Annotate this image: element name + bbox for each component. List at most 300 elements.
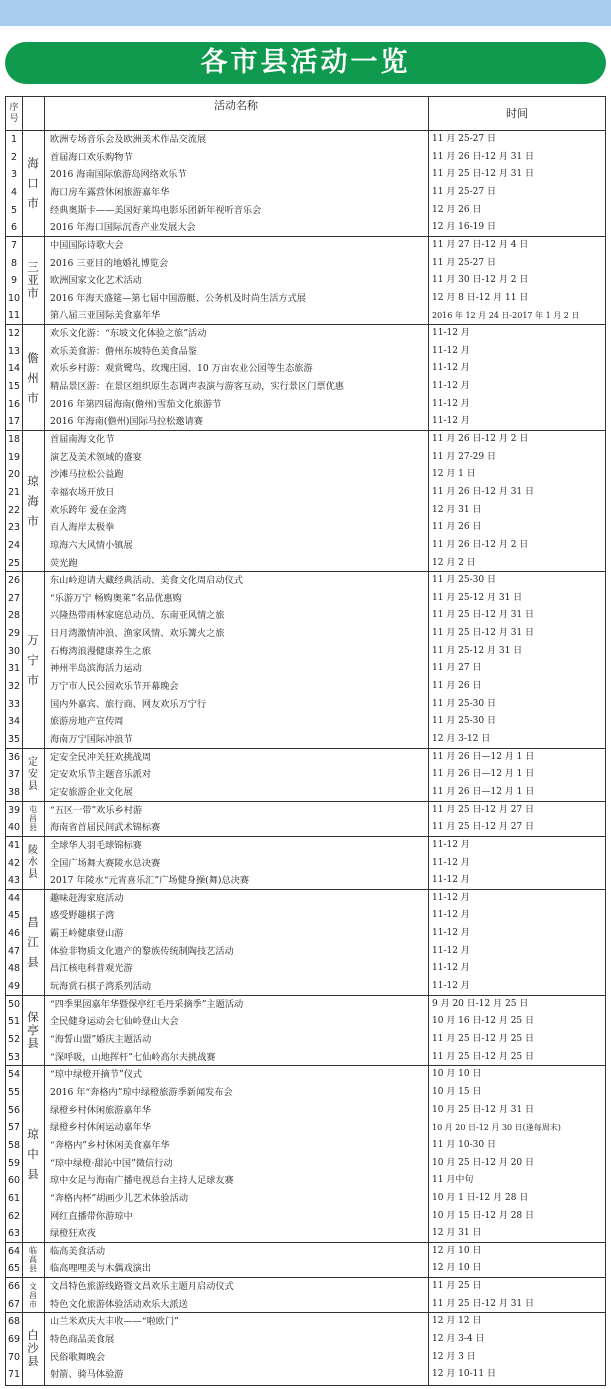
activity-time: 11 月 25-27 日 — [432, 186, 496, 197]
table-row — [6, 502, 605, 520]
activity-name: 特色商品美食展 — [50, 1334, 115, 1346]
activity-name: 东山岭迎请大藏经典活动、美食文化周启动仪式 — [50, 575, 243, 587]
activity-time: 12 月 3-4 日 — [432, 1334, 485, 1345]
row-number: 19 — [7, 451, 21, 463]
table-row — [6, 413, 605, 431]
county-group — [6, 890, 605, 996]
activity-time: 11 月 27-29 日 — [432, 451, 496, 462]
row-number: 34 — [7, 716, 21, 728]
row-number: 43 — [7, 875, 21, 887]
county-label: 陵 水 县 — [28, 844, 38, 880]
activity-time: 2016 年 12 月 24 日-2017 年 1 月 2 日 — [432, 311, 580, 321]
row-number: 36 — [7, 751, 21, 763]
activity-name: 定安旅游企业文化展 — [50, 786, 133, 798]
activity-time: 10 月 16 日-12 月 25 日 — [432, 1016, 535, 1027]
row-number: 48 — [7, 963, 21, 975]
table-row — [6, 466, 605, 484]
table-row — [6, 1084, 605, 1102]
table-row — [6, 255, 605, 273]
activity-time: 10 月 20 日-12 月 30 日(逢每周末) — [432, 1123, 561, 1133]
table-row — [6, 396, 605, 414]
activity-time: 11 月 27 日-12 月 4 日 — [432, 239, 529, 250]
row-number: 52 — [7, 1034, 21, 1046]
row-number: 51 — [7, 1016, 21, 1028]
activity-name: 沙滩马拉松公益跑 — [50, 469, 124, 481]
table-row — [6, 519, 605, 537]
county-label: 万 宁 市 — [27, 632, 39, 687]
row-number: 41 — [7, 839, 21, 851]
county-group — [6, 1066, 605, 1242]
row-number: 54 — [7, 1069, 21, 1081]
activity-name: “海誓山盟”婚庆主题活动 — [50, 1034, 152, 1046]
top-color-band — [0, 0, 611, 26]
activity-name: 2016 年海天盛筵—第七届中国游艇、公务机及时尚生活方式展 — [50, 292, 306, 304]
activity-time: 10 月 1 日-12 月 28 日 — [432, 1192, 529, 1203]
activity-time: 12 月 26 日 — [432, 204, 482, 215]
row-number: 25 — [7, 557, 21, 569]
row-number: 11 — [7, 310, 21, 322]
table-row — [6, 1331, 605, 1349]
activity-table — [5, 96, 606, 1386]
activity-time: 11-12 月 — [432, 345, 470, 356]
activity-name: “四季果园嘉年华暨保亭红毛丹采摘季”主题活动 — [50, 998, 244, 1010]
activity-time: 11 月 10-30 日 — [432, 1139, 496, 1150]
table-row — [6, 202, 605, 220]
county-group — [6, 837, 605, 890]
activity-name: 射箭、骑马体验游 — [50, 1369, 124, 1381]
activity-name: 昌江核电科普观光游 — [50, 963, 133, 975]
activity-time: 11 月 25-12 月 31 日 — [432, 645, 523, 656]
table-row — [6, 731, 605, 749]
row-number: 12 — [7, 328, 21, 340]
table-row — [6, 1031, 605, 1049]
table-row — [6, 1278, 605, 1296]
activity-time: 11 月 25-30 日 — [432, 698, 496, 709]
table-row — [6, 1208, 605, 1226]
table-row — [6, 1260, 605, 1278]
table-row — [6, 643, 605, 661]
table-row — [6, 625, 605, 643]
table-row — [6, 907, 605, 925]
activity-name: 山兰米欢庆大丰收——“啦欧门” — [50, 1316, 179, 1328]
table-row — [6, 837, 605, 855]
row-number: 16 — [7, 398, 21, 410]
activity-name: 绿橙乡村休闲旅游嘉年华 — [50, 1104, 152, 1116]
row-number: 27 — [7, 592, 21, 604]
activity-name: 体验非物质文化遗产的黎族传统制陶技艺活动 — [50, 945, 234, 957]
row-number: 1 — [10, 134, 18, 145]
row-number: 6 — [10, 222, 18, 234]
page-title: 各市县活动一览 — [200, 47, 411, 78]
activity-name: “奔格内”乡村休闲美食嘉年华 — [50, 1139, 170, 1151]
table-row — [6, 1225, 605, 1243]
activity-time: 11-12 月 — [432, 910, 470, 921]
activity-name: 文昌特色旅游线路暨文昌欢乐主题月启动仪式 — [50, 1281, 234, 1293]
activity-time: 11-12 月 — [432, 398, 470, 409]
activity-time: 11 月 26 日-12 月 31 日 — [432, 486, 535, 497]
activity-time: 12 月 10 日 — [432, 1263, 482, 1274]
row-number: 44 — [7, 892, 21, 904]
activity-time: 11-12 月 — [432, 857, 470, 868]
activity-time: 11 月 26 日—12 月 1 日 — [432, 751, 535, 762]
table-row — [6, 784, 605, 802]
activity-time: 11 月 25 日-12 月 27 日 — [432, 822, 535, 833]
row-number: 65 — [7, 1263, 21, 1275]
row-number: 10 — [7, 292, 21, 304]
table-row — [6, 431, 605, 449]
row-number: 42 — [7, 857, 21, 869]
row-number: 46 — [7, 928, 21, 940]
table-row — [6, 307, 605, 325]
activity-name: 经典奥斯卡——美国好莱坞电影乐团新年视听音乐会 — [50, 204, 262, 216]
row-number: 33 — [7, 698, 21, 710]
county-group — [6, 749, 605, 802]
activity-name: 临高哩哩美与木偶戏演出 — [50, 1263, 152, 1275]
activity-name: 中国国际诗歌大会 — [50, 239, 124, 251]
table-row — [6, 1102, 605, 1120]
activity-time: 12 月 16-19 日 — [432, 222, 496, 233]
county-group — [6, 572, 605, 748]
table-row — [6, 1296, 605, 1314]
activity-name: 欢乐乡村游：观赏鹭鸟、玫瑰庄园、10 万亩农业公园等生态旅游 — [50, 363, 313, 375]
activity-time: 11 月 25-27 日 — [432, 257, 496, 268]
row-number: 17 — [7, 416, 21, 428]
row-number: 62 — [7, 1210, 21, 1222]
activity-time: 11 月 25-12 月 31 日 — [432, 592, 523, 603]
table-row — [6, 1066, 605, 1084]
activity-time: 11-12 月 — [432, 981, 470, 992]
activity-name: “五区一带”欢乐乡村游 — [50, 804, 143, 816]
row-number: 47 — [7, 945, 21, 957]
county-label: 琼 海 市 — [27, 474, 39, 529]
table-row — [6, 166, 605, 184]
row-number: 70 — [7, 1351, 21, 1363]
row-number: 15 — [7, 381, 21, 393]
activity-name: “奔格内杯”胡画少儿艺术体验活动 — [50, 1192, 189, 1204]
table-row — [6, 590, 605, 608]
table-row — [6, 960, 605, 978]
activity-name: 海南省首届民间武术锦标赛 — [50, 822, 161, 834]
activity-time: 11-12 月 — [432, 945, 470, 956]
table-row — [6, 272, 605, 290]
county-group — [6, 1243, 605, 1278]
county-group — [6, 802, 605, 837]
activity-time: 11 月 26 日—12 月 1 日 — [432, 786, 535, 797]
row-number: 60 — [7, 1175, 21, 1187]
activity-time: 11 月 25-30 日 — [432, 575, 496, 586]
row-number: 9 — [10, 275, 18, 287]
activity-time: 11 月 25 日-12 月 31 日 — [432, 169, 535, 180]
activity-time: 11 月 30 日-12 月 2 日 — [432, 275, 529, 286]
table-row — [6, 925, 605, 943]
header-name: 活动名称 — [214, 99, 258, 112]
county-group — [6, 131, 605, 237]
row-number: 21 — [7, 486, 21, 498]
activity-time: 11-12 月 — [432, 381, 470, 392]
activity-time: 11 月 26 日—12 月 1 日 — [432, 769, 535, 780]
row-number: 23 — [7, 522, 21, 534]
row-number: 63 — [7, 1228, 21, 1240]
activity-time: 11 月 25 日-12 月 31 日 — [432, 628, 535, 639]
activity-time: 10 月 25 日-12 月 20 日 — [432, 1157, 535, 1168]
table-row — [6, 996, 605, 1014]
table-row — [6, 237, 605, 255]
activity-name: 民俗歌舞晚会 — [50, 1351, 106, 1363]
row-number: 39 — [7, 804, 21, 816]
table-row — [6, 1313, 605, 1331]
table-row — [6, 149, 605, 167]
row-number: 66 — [7, 1281, 21, 1293]
table-row — [6, 555, 605, 573]
activity-time: 11 月 26 日-12 月 2 日 — [432, 434, 529, 444]
table-row — [6, 572, 605, 590]
county-label: 保 亭 县 — [27, 1010, 39, 1051]
activity-time: 11-12 月 — [432, 892, 470, 903]
table-row — [6, 713, 605, 731]
activity-name: 绿橙乡村休闲运动嘉年华 — [50, 1122, 152, 1134]
table-row — [6, 1349, 605, 1367]
activity-name: 国内外嘉宾、旅行商、网友欢乐万宁行 — [50, 698, 207, 710]
table-row — [6, 978, 605, 996]
table-row — [6, 325, 605, 343]
table-row — [6, 1366, 605, 1384]
table-row — [6, 1119, 605, 1137]
activity-name: “乐游万宁 畅购奥莱”名品优惠购 — [50, 592, 182, 604]
activity-time: 11-12 月 — [432, 839, 470, 850]
county-group — [6, 1278, 605, 1313]
activity-time: 11 月 26 日-12 月 2 日 — [432, 539, 529, 550]
activity-name: 2016 年海南(儋州)国际马拉松邀请赛 — [50, 416, 203, 428]
row-number: 49 — [7, 981, 21, 993]
title-banner — [5, 42, 606, 84]
row-number: 38 — [7, 786, 21, 798]
activity-name: 感受野趣棋子湾 — [50, 910, 115, 922]
activity-name: 定安全民冲关狂欢挑战周 — [50, 751, 152, 763]
activity-name: 欢乐跨年 爱在金湾 — [50, 504, 127, 516]
activity-time: 11 月 25 日-12 月 25 日 — [432, 1051, 535, 1062]
row-number: 56 — [7, 1104, 21, 1116]
activity-name: 趣味赶海家庭活动 — [50, 892, 124, 904]
county-label: 海 口 市 — [27, 156, 39, 211]
row-number: 55 — [7, 1086, 21, 1098]
county-label: 屯 昌 县 — [29, 805, 37, 833]
activity-name: 神州半岛滨海活力运动 — [50, 663, 142, 675]
activity-name: 欧洲国家文化艺术活动 — [50, 275, 142, 287]
activity-name: 全球华人羽毛球锦标赛 — [50, 839, 142, 851]
activity-name: 2017 年陵水“元宵喜乐汇”广场健身操(舞)总决赛 — [50, 875, 250, 887]
activity-time: 11 月 25 日 — [432, 1281, 482, 1292]
activity-time: 11 月 25 日-12 月 31 日 — [432, 610, 535, 621]
activity-name: 精品景区游：在景区组织原生态调声表演与游客互动，实行景区门票优惠 — [50, 381, 344, 393]
activity-time: 12 月 10 日 — [432, 1245, 482, 1256]
activity-name: 2016 年“奔格内”琼中绿橙旅游季新闻发布会 — [50, 1086, 233, 1098]
row-number: 26 — [7, 575, 21, 587]
activity-time: 10 月 15 日-12 月 28 日 — [432, 1210, 535, 1221]
table-row — [6, 802, 605, 820]
row-number: 30 — [7, 645, 21, 657]
row-number: 50 — [7, 998, 21, 1010]
table-row — [6, 749, 605, 767]
activity-time: 11 月 26 日 — [432, 681, 482, 692]
row-number: 57 — [7, 1122, 21, 1134]
activity-time: 12 月 1 日 — [432, 469, 476, 480]
row-number: 31 — [7, 663, 21, 675]
table-row — [6, 537, 605, 555]
activity-name: 琼中女足与海南广播电视总台主持人足球友赛 — [50, 1175, 234, 1187]
activity-name: 玩海赏石棋子湾系列活动 — [50, 981, 152, 993]
activity-name: 欢乐美食游：儋州东坡特色美食品鉴 — [50, 345, 197, 357]
activity-time: 12 月 31 日 — [432, 1228, 482, 1239]
row-number: 69 — [7, 1334, 21, 1346]
row-number: 20 — [7, 469, 21, 481]
activity-time: 10 月 25 日-12 月 31 日 — [432, 1104, 535, 1115]
activity-name: 第八届三亚国际美食嘉年华 — [50, 310, 161, 322]
activity-name: “琼中绿橙·甜沁中国”微信行动 — [50, 1157, 173, 1169]
row-number: 59 — [7, 1157, 21, 1169]
activity-name: 欧洲专场音乐会及欧洲美术作品交流展 — [50, 134, 207, 145]
table-row — [6, 1172, 605, 1190]
activity-name: 万宁市人民公园欢乐节开幕晚会 — [50, 681, 179, 693]
row-number: 22 — [7, 504, 21, 516]
activity-name: 百人海岸太极拳 — [50, 522, 115, 534]
table-row — [6, 484, 605, 502]
activity-name: “琼中绿橙开摘节”仪式 — [50, 1069, 143, 1081]
activity-name: 2016 三亚目的地婚礼博览会 — [50, 257, 169, 269]
row-number: 13 — [7, 345, 21, 357]
table-row — [6, 766, 605, 784]
table-row — [6, 660, 605, 678]
activity-name: 旅游房地产宣传周 — [50, 716, 124, 728]
activity-name: 荧光跑 — [50, 557, 78, 569]
county-group — [6, 431, 605, 572]
activity-time: 11 月 25 日-12 月 25 日 — [432, 1034, 535, 1045]
activity-name: “深呼吸，山地挥杆”七仙岭高尔夫挑战赛 — [50, 1051, 216, 1063]
county-group — [6, 1313, 605, 1384]
table-row — [6, 360, 605, 378]
row-number: 7 — [10, 239, 18, 251]
activity-time: 11-12 月 — [432, 875, 470, 886]
activity-name: 网红直播带你游琼中 — [50, 1210, 133, 1222]
activity-time: 9 月 20 日-12 月 25 日 — [432, 998, 529, 1009]
activity-name: 全民健身运动会七仙岭登山大会 — [50, 1016, 179, 1028]
activity-time: 11 月 26 日-12 月 31 日 — [432, 151, 535, 162]
activity-time: 11 月 25-30 日 — [432, 716, 496, 727]
activity-name: 霸王岭健康登山游 — [50, 928, 124, 940]
county-label: 临 高 县 — [29, 1246, 37, 1274]
activity-time: 11 月 25 日-12 月 31 日 — [432, 1298, 535, 1309]
county-group — [6, 996, 605, 1067]
row-number: 64 — [7, 1245, 21, 1257]
row-number: 32 — [7, 681, 21, 693]
row-number: 24 — [7, 539, 21, 551]
activity-time: 11 月 25 日-12 月 27 日 — [432, 804, 535, 815]
table-row — [6, 1013, 605, 1031]
activity-time: 12 月 12 日 — [432, 1316, 482, 1327]
table-row — [6, 290, 605, 308]
activity-name: 定安欢乐节主题音乐派对 — [50, 769, 152, 781]
table-row — [6, 1155, 605, 1173]
activity-name: 全国广场舞大赛陵水总决赛 — [50, 857, 161, 869]
county-label: 琼 中 县 — [27, 1127, 39, 1182]
activity-time: 12 月 2 日 — [432, 557, 476, 568]
activity-name: 2016 年第四届海南(儋州)雪茄文化旅游节 — [50, 398, 222, 410]
table-row — [6, 1243, 605, 1261]
activity-name: 欢乐文化游：“东坡文化体验之旅”活动 — [50, 328, 207, 340]
activity-name: 石梅湾浪漫健康养生之旅 — [50, 645, 152, 657]
row-number: 28 — [7, 610, 21, 622]
activity-name: 幸福农场开放日 — [50, 486, 115, 498]
activity-time: 11 月 26 日 — [432, 522, 482, 533]
activity-time: 11-12 月 — [432, 416, 470, 427]
activity-time: 11 月 27 日 — [432, 663, 482, 674]
table-row — [6, 378, 605, 396]
county-label: 昌 江 县 — [27, 915, 39, 970]
activity-time: 12 月 10-11 日 — [432, 1369, 496, 1380]
activity-name: 演艺及美术领域的盛宴 — [50, 451, 142, 463]
table-row — [6, 1137, 605, 1155]
activity-name: 海口房车露营休闲旅游嘉年华 — [50, 186, 170, 198]
county-label: 三 亚 市 — [27, 259, 39, 300]
table-row — [6, 219, 605, 237]
county-label: 白 沙 县 — [27, 1328, 39, 1369]
row-number: 3 — [10, 169, 18, 181]
activity-time: 12 月 3-12 日 — [432, 734, 491, 745]
table-row — [6, 890, 605, 908]
row-number: 8 — [10, 257, 18, 269]
table-row — [6, 1049, 605, 1067]
activity-time: 11-12 月 — [432, 928, 470, 939]
table-row — [6, 131, 605, 149]
activity-name: 2016 年海口国际沉香产业发展大会 — [50, 222, 196, 234]
county-group — [6, 237, 605, 325]
header-seq: 序号 — [9, 103, 19, 124]
activity-time: 12 月 31 日 — [432, 504, 482, 515]
row-number: 37 — [7, 769, 21, 781]
row-number: 29 — [7, 628, 21, 640]
table-row — [6, 1190, 605, 1208]
county-label: 定 安 县 — [28, 756, 38, 792]
county-label: 文 昌 市 — [29, 1281, 37, 1309]
activity-name: 特色文化旅游体验活动欢乐大派送 — [50, 1298, 188, 1310]
activity-name: 琼海六大风情小镇展 — [50, 539, 133, 551]
activity-time: 12 月 3 日 — [432, 1351, 476, 1362]
activity-time: 11-12 月 — [432, 328, 470, 339]
activity-time: 12 月 8 日-12 月 11 日 — [432, 292, 529, 303]
row-number: 4 — [10, 186, 18, 198]
row-number: 68 — [7, 1316, 21, 1328]
row-number: 67 — [7, 1298, 21, 1310]
table-row — [6, 678, 605, 696]
table-row — [6, 184, 605, 202]
activity-name: 兴隆热带雨林家庭总动员、东南亚风情之旅 — [50, 610, 225, 622]
table-row — [6, 819, 605, 837]
activity-name: 绿橙狂欢夜 — [50, 1228, 96, 1240]
activity-name: 临高美食活动 — [50, 1245, 106, 1257]
activity-time: 10 月 15 日 — [432, 1086, 482, 1097]
table-row — [6, 943, 605, 961]
row-number: 45 — [7, 910, 21, 922]
row-number: 53 — [7, 1051, 21, 1063]
county-label: 儋 州 市 — [27, 350, 39, 405]
activity-time: 10 月 10 日 — [432, 1069, 482, 1080]
header-time: 时间 — [506, 107, 528, 120]
row-number: 5 — [10, 204, 18, 216]
table-row — [6, 696, 605, 714]
row-number: 35 — [7, 734, 21, 746]
table-row — [6, 872, 605, 890]
table-header — [6, 97, 605, 131]
row-number: 40 — [7, 822, 21, 834]
